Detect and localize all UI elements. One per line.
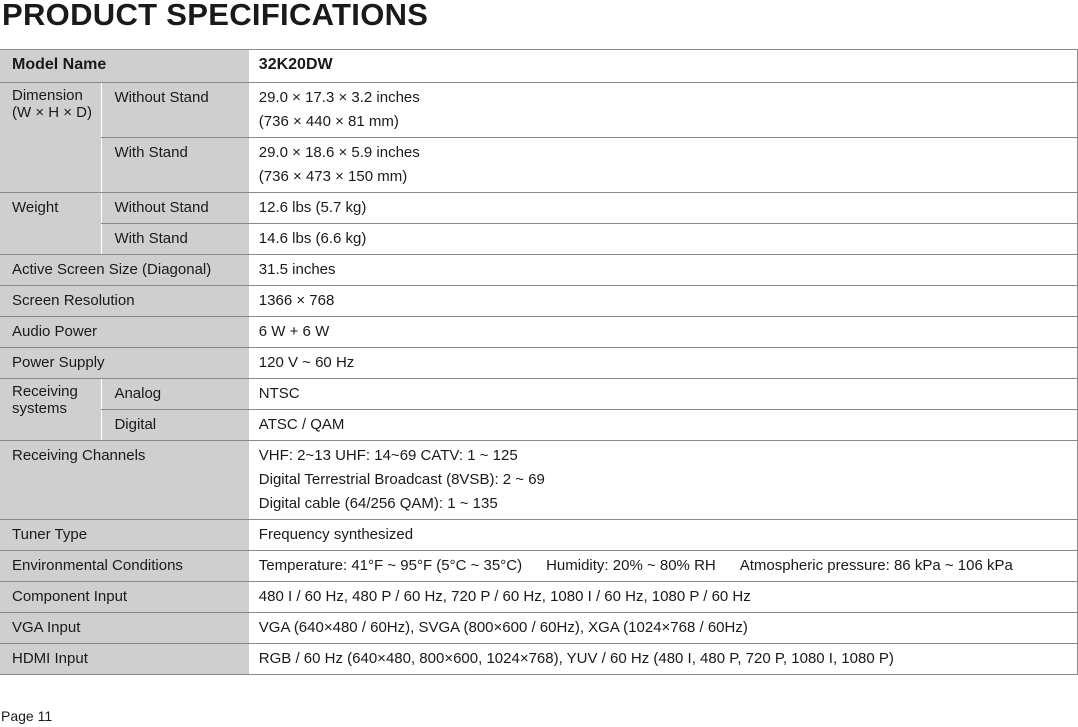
spec-value-line: (736 × 440 × 81 mm) [258,113,399,130]
spec-row-hdmi-input [0,644,1078,675]
spec-sublabel: Without Stand [102,193,249,224]
spec-sublabel: With Stand [102,138,249,193]
spec-value-line: VHF: 2~13 UHF: 14~69 CATV: 1 ~ 125 [258,447,518,464]
spec-value [249,551,1078,582]
spec-label-receiving-systems [0,379,102,441]
spec-sublabel: Without Stand [102,83,249,138]
spec-row-model [0,50,1078,83]
spec-label-line: systems [12,400,68,417]
spec-value [249,138,1078,193]
spec-label: VGA Input [0,613,249,644]
spec-row-weight-without-stand [0,193,1078,224]
spec-value-temperature: Temperature: 41°F ~ 95°F (5°C ~ 35°C) [258,557,523,574]
spec-label: Power Supply [0,348,249,379]
spec-label: Model Name [0,50,249,83]
spec-label: Screen Resolution [0,286,249,317]
spec-row-audio-power [0,317,1078,348]
spec-value: 32K20DW [249,50,1078,83]
spec-value: 12.6 lbs (5.7 kg) [249,193,1078,224]
spec-row-environmental [0,551,1078,582]
spec-row-vga-input [0,613,1078,644]
spec-value-line: Digital Terrestrial Broadcast (8VSB): 2 ~ 69 [258,471,545,488]
spec-value-pressure: Atmospheric pressure: 86 kPa ~ 106 kPa [739,557,1013,574]
spec-label-line: Receiving [12,383,78,400]
spec-value-humidity: Humidity: 20% ~ 80% RH [546,557,716,574]
spec-value: VGA (640×480 / 60Hz), SVGA (800×600 / 60Hz), XGA (1024×768 / 60Hz) [249,613,1078,644]
spec-value: Frequency synthesized [249,520,1078,551]
spec-sublabel: Digital [102,410,249,441]
spec-value-line: 29.0 × 17.3 × 3.2 inches [258,89,420,106]
spec-row-receiving-digital [0,410,1078,441]
spec-value [249,441,1078,520]
spec-value: 120 V ~ 60 Hz [249,348,1078,379]
spec-value: RGB / 60 Hz (640×480, 800×600, 1024×768), YUV / 60 Hz (480 I, 480 P, 720 P, 1080 I, 1080 P) [249,644,1078,675]
spec-label-dimension: Dimension (W × H × D) [0,83,102,193]
spec-value-line: (736 × 473 × 150 mm) [258,168,408,185]
spec-value-line: 29.0 × 18.6 × 5.9 inches [258,144,420,161]
spec-label: Audio Power [0,317,249,348]
spec-label: Component Input [0,582,249,613]
spec-value: 480 I / 60 Hz, 480 P / 60 Hz, 720 P / 60 Hz, 1080 I / 60 Hz, 1080 P / 60 Hz [249,582,1078,613]
spec-value: 1366 × 768 [249,286,1078,317]
spec-value [249,83,1078,138]
spec-label: Active Screen Size (Diagonal) [0,255,249,286]
spec-row-dimension-without-stand [0,83,1078,138]
spec-row-component-input [0,582,1078,613]
spec-value: NTSC [249,379,1078,410]
spec-row-tuner-type [0,520,1078,551]
spec-sublabel: With Stand [102,224,249,255]
spec-row-screen-size [0,255,1078,286]
spec-row-dimension-with-stand [0,138,1078,193]
spec-value: ATSC / QAM [249,410,1078,441]
spec-value-line: Digital cable (64/256 QAM): 1 ~ 135 [258,495,498,512]
spec-label: Receiving Channels [0,441,249,520]
spec-row-receiving-channels [0,441,1078,520]
spec-label: Tuner Type [0,520,249,551]
spec-table [0,49,1078,675]
spec-value: 14.6 lbs (6.6 kg) [249,224,1078,255]
spec-row-power-supply [0,348,1078,379]
spec-value: 6 W + 6 W [249,317,1078,348]
spec-label-weight: Weight [0,193,102,255]
spec-value: 31.5 inches [249,255,1078,286]
spec-row-receiving-analog [0,379,1078,410]
page-title: PRODUCT SPECIFICATIONS [2,0,429,32]
spec-sublabel: Analog [102,379,249,410]
page-number: Page 11 [1,708,53,724]
spec-row-resolution [0,286,1078,317]
spec-row-weight-with-stand [0,224,1078,255]
spec-label: Environmental Conditions [0,551,249,582]
spec-label: HDMI Input [0,644,249,675]
